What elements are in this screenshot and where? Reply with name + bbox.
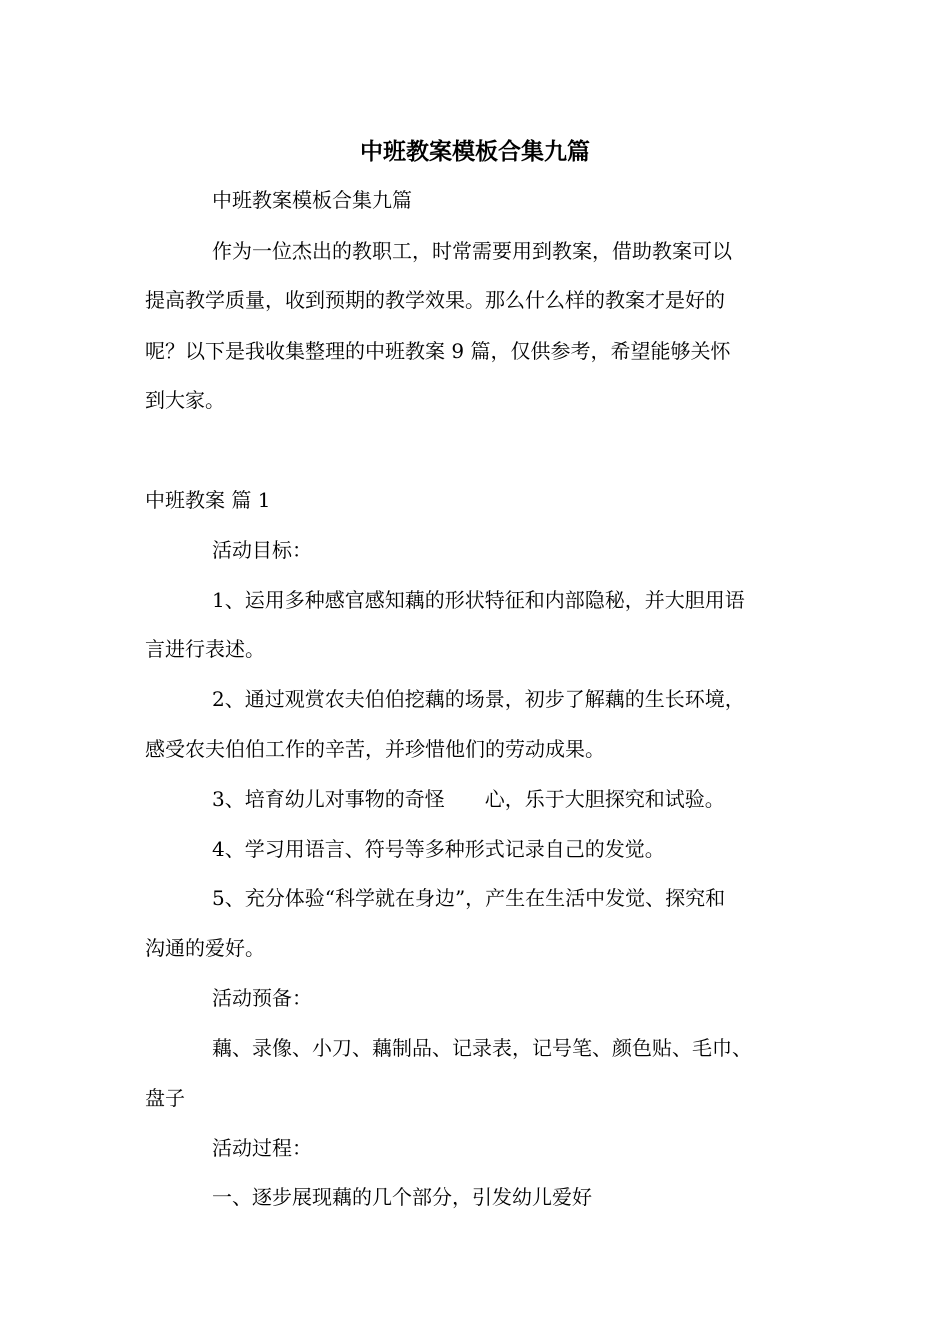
goal-line: 言进行表述。 — [145, 637, 265, 661]
goal-line: 5、充分体验“科学就在身边”，产生在生活中发觉、探究和 — [212, 886, 726, 910]
intro-line: 到大家。 — [145, 388, 225, 412]
section-heading: 中班教案 篇 1 — [145, 488, 271, 512]
prep-line: 藕、录像、小刀、藕制品、记录表，记号笔、颜色贴、毛巾、 — [212, 1036, 752, 1060]
goal-line: 4、学习用语言、符号等多种形式记录自己的发觉。 — [212, 837, 665, 861]
goals-heading: 活动目标： — [212, 538, 312, 562]
goal-line: 2、通过观赏农夫伯伯挖藕的场景，初步了解藕的生长环境， — [212, 687, 745, 711]
goal-line: 1、运用多种感官感知藕的形状特征和内部隐秘，并大胆用语 — [212, 588, 745, 612]
document-title: 中班教案模板合集九篇 — [360, 138, 590, 165]
goal-line: 3、培育幼儿对事物的奇怪 心，乐于大胆探究和试验。 — [212, 787, 725, 811]
document-subtitle: 中班教案模板合集九篇 — [212, 188, 412, 212]
intro-line: 呢？以下是我收集整理的中班教案 9 篇，仅供参考，希望能够关怀 — [145, 339, 731, 363]
prep-heading: 活动预备： — [212, 986, 312, 1010]
intro-line: 作为一位杰出的教职工，时常需要用到教案，借助教案可以 — [212, 239, 732, 263]
goal-line: 感受农夫伯伯工作的辛苦，并珍惜他们的劳动成果。 — [145, 737, 605, 761]
process-heading: 活动过程： — [212, 1136, 312, 1160]
process-line: 一、逐步展现藕的几个部分，引发幼儿爱好 — [212, 1185, 592, 1209]
intro-line: 提高教学质量，收到预期的教学效果。那么什么样的教案才是好的 — [145, 288, 725, 312]
prep-line: 盘子 — [145, 1086, 185, 1110]
goal-line: 沟通的爱好。 — [145, 936, 265, 960]
